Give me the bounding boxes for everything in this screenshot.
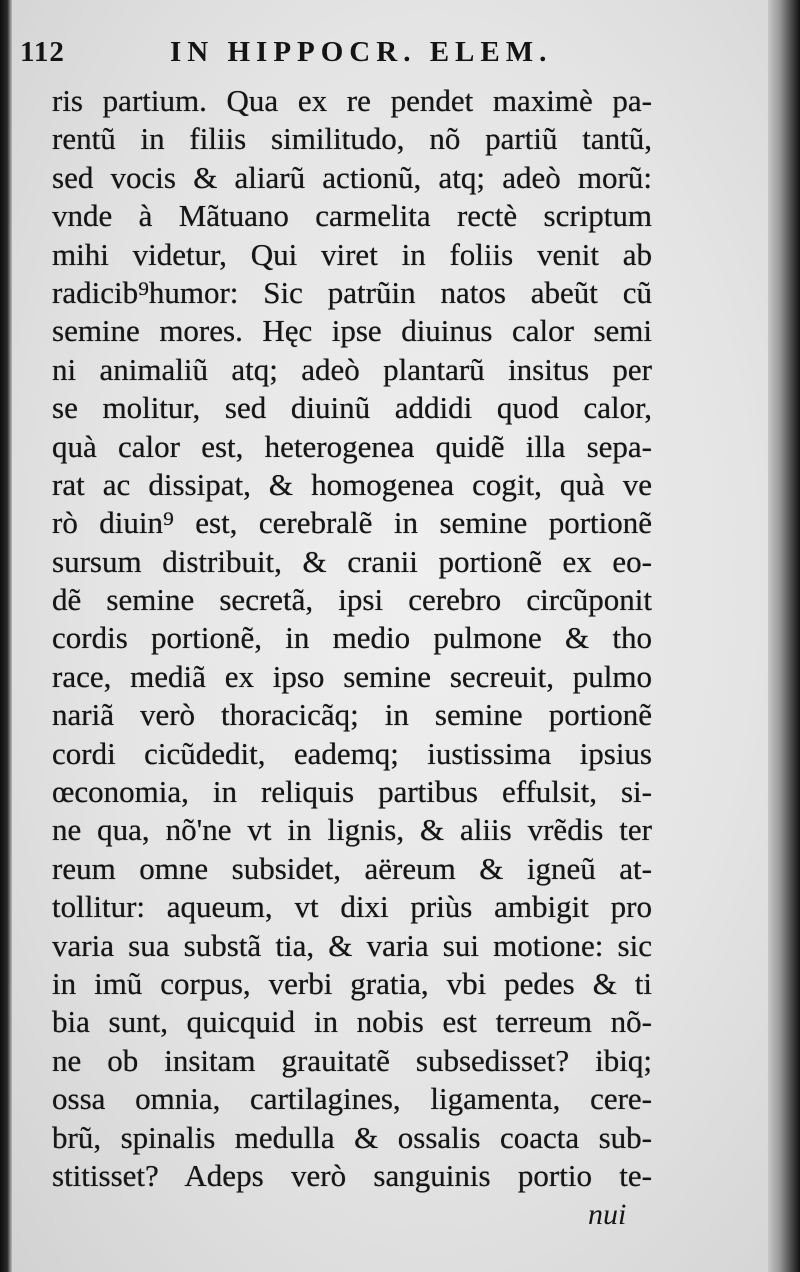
body-text bbox=[52, 82, 652, 1195]
text-line: quà calor est, heterogenea quidẽ illa sepa- bbox=[52, 428, 652, 464]
text-line: cordi cicũdedit, eademq; iustissima ipsius bbox=[52, 735, 652, 771]
text-line: rò diuin⁹ est, cerebralẽ in semine portionẽ bbox=[52, 505, 652, 541]
binding-gutter-shadow bbox=[768, 0, 800, 1272]
text-line: cordis portionẽ, in medio pulmone & tho bbox=[52, 620, 652, 656]
page-header bbox=[20, 36, 720, 74]
text-line: sursum distribuit, & cranii portionẽ ex eo- bbox=[52, 543, 652, 579]
catchword: nui bbox=[588, 1198, 627, 1231]
page-number: 112 bbox=[20, 36, 65, 68]
text-line: brũ, spinalis medulla & ossalis coacta sub- bbox=[52, 1119, 652, 1155]
text-line: in imũ corpus, verbi gratia, vbi pedes & ti bbox=[52, 965, 652, 1001]
text-line: reum omne subsidet, aëreum & igneũ at- bbox=[52, 850, 652, 886]
text-line: varia sua substã tia, & varia sui motione: sic bbox=[52, 927, 652, 963]
text-line: ni animaliũ atq; adeò plantarũ insitus per bbox=[52, 351, 652, 387]
text-line: se molitur, sed diuinũ addidi quod calor, bbox=[52, 390, 652, 426]
text-line: œconomia, in reliquis partibus effulsit, si- bbox=[52, 774, 652, 810]
text-line: ossa omnia, cartilagines, ligamenta, cere- bbox=[52, 1081, 652, 1117]
text-line: nariã verò thoracicãq; in semine portionẽ bbox=[52, 697, 652, 733]
text-line: bia sunt, quicquid in nobis est terreum nõ- bbox=[52, 1004, 652, 1040]
text-line: ris partium. Qua ex re pendet maximè pa- bbox=[52, 83, 652, 118]
text-line: rentũ in filiis similitudo, nõ partiũ tantũ, bbox=[52, 121, 652, 157]
running-head: IN HIPPOCR. ELEM. bbox=[170, 36, 553, 68]
text-line: radicib⁹humor: Sic patrũin natos abeũt cũ bbox=[52, 274, 652, 310]
left-page-edge bbox=[0, 0, 12, 1272]
text-line: mihi videtur, Qui viret in foliis venit ab bbox=[52, 236, 652, 272]
text-line: dẽ semine secretã, ipsi cerebro circũponit bbox=[52, 582, 652, 618]
text-line: ne qua, nõ'ne vt in lignis, & aliis vrẽdis ter bbox=[52, 812, 652, 848]
text-line: semine mores. Hęc ipse diuinus calor semi bbox=[52, 313, 652, 349]
text-line: vnde à Mãtuano carmelita rectè scriptum bbox=[52, 198, 652, 234]
text-line: tollitur: aqueum, vt dixi priùs ambigit pro bbox=[52, 889, 652, 925]
text-line: sed vocis & aliarũ actionũ, atq; adeò morũ: bbox=[52, 159, 652, 195]
text-line: stitisset? Adeps verò sanguinis portio te- bbox=[52, 1157, 652, 1193]
text-line: race, mediã ex ipso semine secreuit, pulmo bbox=[52, 658, 652, 694]
text-line: rat ac dissipat, & homogenea cogit, quà ve bbox=[52, 466, 652, 502]
text-line: ne ob insitam grauitatẽ subsedisset? ibiq; bbox=[52, 1042, 652, 1078]
